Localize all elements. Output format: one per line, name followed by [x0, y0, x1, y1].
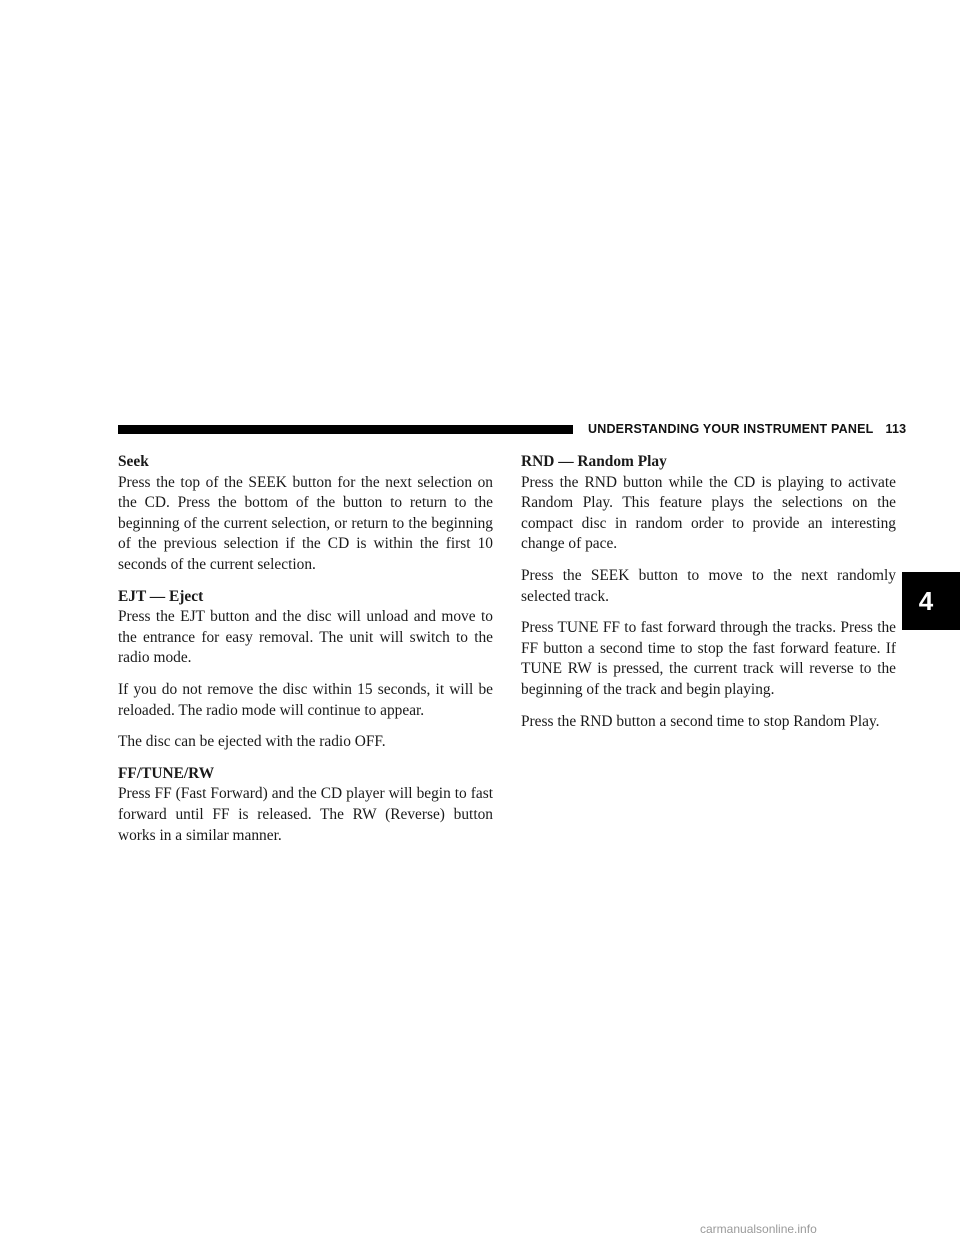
paragraph: Press FF (Fast Forward) and the CD player will begin to fast forward until FF is released. The RW (Reverse) button works in a similar manner.: [118, 785, 493, 844]
running-header: [588, 422, 906, 436]
footer-watermark: carmanualsonline.info: [700, 1222, 817, 1236]
left-column: [118, 452, 493, 857]
section-title: UNDERSTANDING YOUR INSTRUMENT PANEL: [588, 422, 874, 436]
chapter-tab: 4: [902, 572, 960, 630]
header-rule: [118, 425, 573, 434]
heading-seek: Seek: [118, 453, 149, 470]
heading-random-play: RND — Random Play: [521, 453, 667, 470]
paragraph: The disc can be ejected with the radio OFF.: [118, 733, 386, 751]
paragraph: If you do not remove the disc within 15 seconds, it will be reloaded. The radio mode will continue to appear.: [118, 680, 493, 719]
paragraph: Press the RND button a second time to stop Random Play.: [521, 712, 880, 730]
paragraph: Press the top of the SEEK button for the next selection on the CD. Press the bottom of the button to return to the beginning of the current selection, or return to the beginning of the previous selection if the CD is within the first 10 seconds of the current selection.: [118, 473, 493, 573]
page-number: 113: [885, 422, 907, 436]
heading-ff-tune-rw: FF/TUNE/RW: [118, 764, 215, 782]
paragraph: Press the SEEK button to move to the next randomly selected track.: [521, 566, 896, 605]
heading-eject: EJT — Eject: [118, 587, 204, 605]
paragraph: Press TUNE FF to fast forward through the tracks. Press the FF button a second time to stop the fast forward feature. If TUNE RW is pressed, the current track will reverse to the beginning of the track and begin playing.: [521, 619, 896, 698]
right-column: [521, 452, 896, 743]
paragraph: Press the EJT button and the disc will unload and move to the entrance for easy removal. The unit will switch to the radio mode.: [118, 608, 493, 667]
paragraph: Press the RND button while the CD is playing to activate Random Play. This feature plays the selections on the compact disc in random order to provide an interesting change of pace.: [521, 473, 896, 553]
